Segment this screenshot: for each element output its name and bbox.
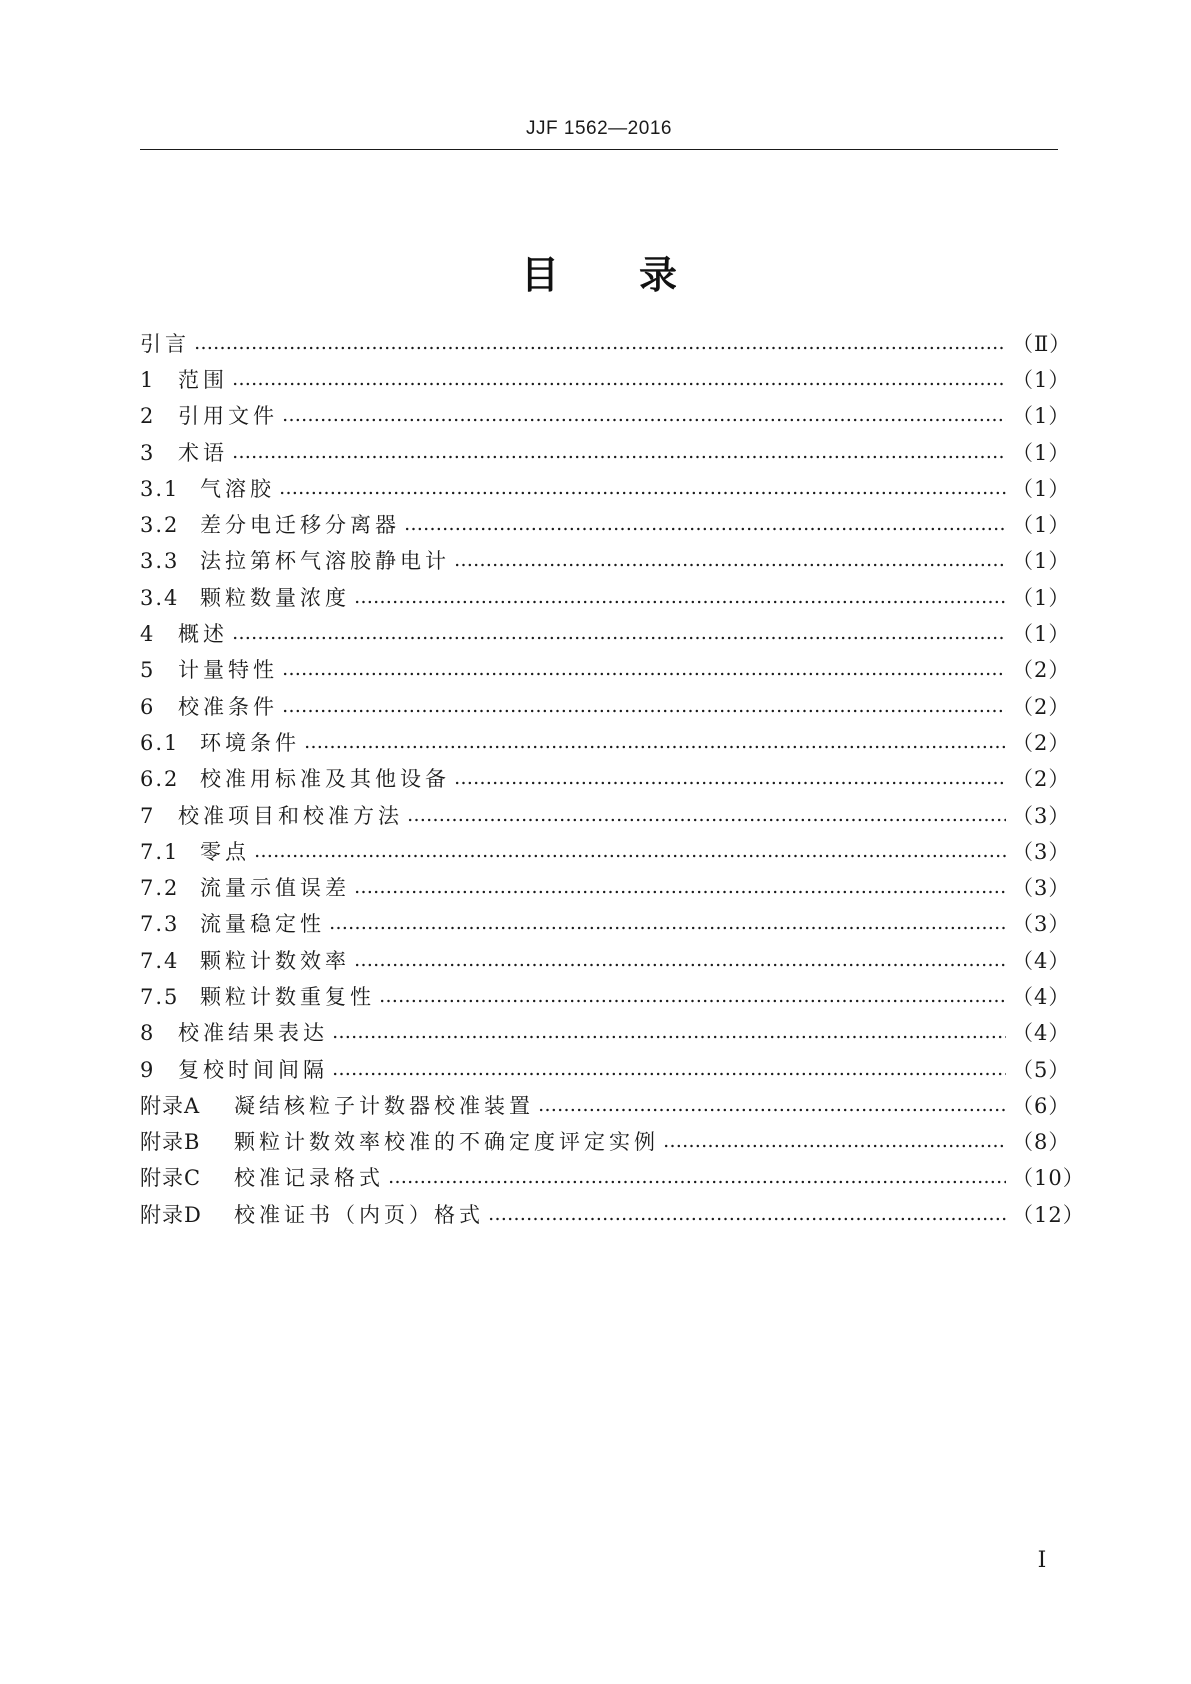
dot-leader: [279, 479, 1006, 500]
toc-entry-9[interactable]: [140, 1052, 1071, 1088]
toc-entry-page: （1）: [1012, 513, 1071, 538]
toc-entry-7-2[interactable]: [140, 870, 1071, 906]
toc-entry-page: （2）: [1012, 694, 1071, 719]
dot-leader: [304, 733, 1006, 754]
toc-entry-1[interactable]: [140, 362, 1071, 398]
dot-leader: [329, 914, 1006, 935]
toc-entry-number: 附录D: [140, 1202, 202, 1227]
toc-entry-7[interactable]: [140, 798, 1071, 834]
toc-entry-page: （Ⅱ）: [1012, 331, 1072, 356]
toc-entry-7-5[interactable]: [140, 979, 1071, 1015]
toc-entry-number: 附录C: [140, 1166, 202, 1191]
toc-entry-label: 气溶胶: [200, 476, 275, 501]
toc-entry-label: 颗粒计数重复性: [200, 984, 375, 1009]
toc-entry-label: 颗粒计数效率: [200, 948, 350, 973]
toc-entry-page: （10）: [1012, 1166, 1085, 1191]
dot-leader: [454, 551, 1006, 572]
toc-entry-label: 流量稳定性: [200, 912, 325, 937]
toc-entry-page: （1）: [1012, 476, 1071, 501]
toc-entry-page: （3）: [1012, 803, 1071, 828]
toc-entry-3-1[interactable]: [140, 471, 1071, 507]
dot-leader: [282, 697, 1006, 718]
toc-entry-7-3[interactable]: [140, 907, 1071, 943]
toc-entry-page: （12）: [1012, 1202, 1085, 1227]
toc-entry-5[interactable]: [140, 653, 1071, 689]
page-number: Ⅰ: [1037, 1548, 1047, 1573]
toc-entry-page: （3）: [1012, 839, 1071, 864]
toc-entry-page: （3）: [1012, 912, 1071, 937]
toc-entry-page: （3）: [1012, 876, 1071, 901]
toc-entry-page: （2）: [1012, 658, 1071, 683]
dot-leader: [454, 769, 1006, 790]
toc-entry-page: （4）: [1012, 984, 1071, 1009]
toc-entry-page: （4）: [1012, 948, 1071, 973]
toc-entry-number: 1: [140, 367, 156, 392]
dot-leader: [404, 515, 1006, 536]
dot-leader: [663, 1132, 1006, 1153]
toc-title-char-1: 目: [520, 253, 559, 297]
toc-entry-label: 引用文件: [178, 404, 278, 429]
toc-entry-number: 7: [140, 803, 156, 828]
toc-entry-label: 复校时间间隔: [178, 1057, 328, 1082]
toc-entry-number: 9: [140, 1057, 156, 1082]
toc-entry-number: 附录A: [140, 1093, 201, 1118]
dot-leader: [282, 660, 1006, 681]
dot-leader: [254, 842, 1006, 863]
dot-leader: [354, 878, 1006, 899]
toc-entry-number: 7.4: [140, 948, 180, 973]
toc-entry-label: 概述: [178, 622, 228, 647]
dot-leader: [379, 987, 1006, 1008]
toc-entry-page: （8）: [1012, 1130, 1071, 1155]
toc-entry-appendix-a[interactable]: [140, 1088, 1071, 1124]
dot-leader: [232, 443, 1006, 464]
dot-leader: [332, 1060, 1006, 1081]
toc-entry-label: 范围: [178, 367, 228, 392]
toc-entry-page: （6）: [1012, 1093, 1071, 1118]
dot-leader: [538, 1096, 1006, 1117]
toc-entry-label: 校准记录格式: [234, 1166, 384, 1191]
toc-entry-number: 6.1: [140, 730, 180, 755]
toc-entry-appendix-c[interactable]: [140, 1161, 1085, 1197]
toc-entry-label: 校准结果表达: [178, 1021, 328, 1046]
toc-entry-label: 流量示值误差: [200, 876, 350, 901]
toc-entry-label: 法拉第杯气溶胶静电计: [200, 549, 450, 574]
toc-entry-page: （1）: [1012, 622, 1071, 647]
toc-entry-number: 3.3: [140, 549, 180, 574]
toc-entry-number: 7.3: [140, 912, 180, 937]
table-of-contents: [140, 326, 1085, 1233]
toc-entry-label: 引言: [140, 331, 190, 356]
toc-entry-page: （1）: [1012, 585, 1071, 610]
toc-entry-number: 7.5: [140, 984, 180, 1009]
toc-entry-number: 3: [140, 440, 156, 465]
toc-entry-number: 3.2: [140, 513, 180, 538]
toc-entry-number: 2: [140, 404, 156, 429]
dot-leader: [232, 370, 1006, 391]
toc-entry-3-3[interactable]: [140, 544, 1071, 580]
toc-entry-3-2[interactable]: [140, 507, 1071, 543]
dot-leader: [354, 588, 1006, 609]
dot-leader: [332, 1023, 1006, 1044]
toc-entry-appendix-d[interactable]: [140, 1197, 1085, 1233]
toc-entry-7-4[interactable]: [140, 943, 1071, 979]
toc-entry-page: （1）: [1012, 440, 1071, 465]
toc-entry-label: 校准条件: [178, 694, 278, 719]
toc-entry-label: 差分电迁移分离器: [200, 513, 400, 538]
toc-entry-6-1[interactable]: [140, 725, 1071, 761]
toc-title-char-2: 录: [639, 253, 678, 297]
toc-entry-number: 附录B: [140, 1130, 201, 1155]
toc-entry-8[interactable]: [140, 1016, 1071, 1052]
dot-leader: [388, 1168, 1006, 1189]
toc-entry-label: 计量特性: [178, 658, 278, 683]
toc-entry-number: 4: [140, 622, 156, 647]
toc-entry-7-1[interactable]: [140, 834, 1071, 870]
dot-leader: [354, 951, 1006, 972]
toc-entry-6-2[interactable]: [140, 762, 1071, 798]
dot-leader: [488, 1205, 1006, 1226]
dot-leader: [194, 334, 1006, 355]
page-header-standard-code: JJF 1562—2016: [526, 118, 672, 139]
toc-entry-appendix-b[interactable]: [140, 1125, 1071, 1161]
toc-entry-label: 零点: [200, 839, 250, 864]
toc-entry-label: 颗粒计数效率校准的不确定度评定实例: [234, 1130, 659, 1155]
dot-leader: [407, 806, 1006, 827]
header-rule: [140, 149, 1058, 150]
toc-entry-3[interactable]: [140, 435, 1071, 471]
toc-entry-label: 环境条件: [200, 730, 300, 755]
toc-entry-number: 8: [140, 1021, 156, 1046]
toc-entry-2[interactable]: [140, 399, 1071, 435]
toc-entry-3-4[interactable]: [140, 580, 1071, 616]
toc-entry-label: 颗粒数量浓度: [200, 585, 350, 610]
toc-entry-label: 凝结核粒子计数器校准装置: [234, 1093, 534, 1118]
toc-entry-number: 7.1: [140, 839, 180, 864]
toc-entry-number: 6.2: [140, 767, 180, 792]
toc-entry-number: 3.4: [140, 585, 180, 610]
toc-entry-number: 6: [140, 694, 156, 719]
toc-entry-page: （1）: [1012, 367, 1071, 392]
toc-entry-page: （1）: [1012, 404, 1071, 429]
toc-entry-page: （2）: [1012, 730, 1071, 755]
toc-entry-intro[interactable]: [140, 326, 1072, 362]
toc-entry-label: 校准项目和校准方法: [178, 803, 403, 828]
toc-title: [140, 244, 1058, 299]
toc-entry-number: 5: [140, 658, 156, 683]
toc-entry-label: 校准证书（内页）格式: [234, 1202, 484, 1227]
toc-entry-page: （1）: [1012, 549, 1071, 574]
toc-entry-4[interactable]: [140, 616, 1071, 652]
toc-entry-page: （5）: [1012, 1057, 1071, 1082]
toc-entry-label: 校准用标准及其他设备: [200, 767, 450, 792]
toc-entry-6[interactable]: [140, 689, 1071, 725]
toc-entry-page: （2）: [1012, 767, 1071, 792]
toc-entry-label: 术语: [178, 440, 228, 465]
toc-entry-page: （4）: [1012, 1021, 1071, 1046]
dot-leader: [232, 624, 1006, 645]
toc-entry-number: 3.1: [140, 476, 180, 501]
dot-leader: [282, 406, 1006, 427]
toc-entry-number: 7.2: [140, 876, 180, 901]
